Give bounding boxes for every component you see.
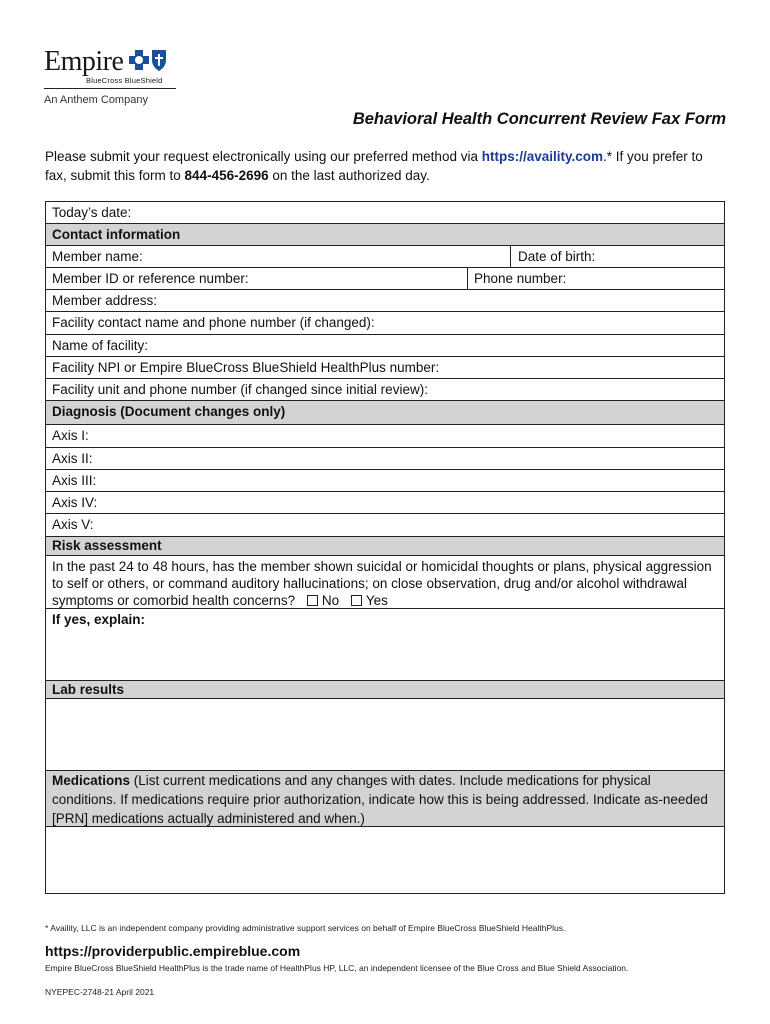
risk-question-text: In the past 24 to 48 hours, has the member shown suicidal or homicidal thoughts or plans, physical aggression to self or others, or command auditory hallucinations; on close observation, drug and/or alcohol withdrawal symptoms or comorbid health concerns?	[52, 559, 712, 608]
fax-number: 844-456-2696	[184, 168, 269, 183]
date-of-birth-field[interactable]: Date of birth:	[518, 249, 596, 264]
diagnosis-section-header	[46, 401, 724, 425]
field-label: Axis V:	[52, 517, 94, 532]
risk-yes-label: Yes	[365, 593, 388, 608]
axis-5-field[interactable]	[46, 514, 724, 537]
lab-section-header	[46, 681, 724, 699]
risk-no-checkbox[interactable]	[307, 595, 318, 606]
provider-site-link[interactable]: https://providerpublic.empireblue.com	[45, 943, 301, 959]
section-title: Lab results	[52, 682, 125, 697]
member-name-row	[46, 246, 724, 268]
logo-wordmark: Empire	[44, 46, 124, 77]
facility-name-field[interactable]	[46, 335, 724, 357]
anthem-tagline: An Anthem Company	[44, 94, 148, 106]
facility-unit-field[interactable]	[46, 379, 724, 401]
section-title: Contact information	[52, 227, 181, 242]
todays-date-field[interactable]	[46, 202, 724, 224]
field-label: If yes, explain:	[52, 612, 146, 627]
axis-4-field[interactable]	[46, 492, 724, 514]
field-label: Facility unit and phone number (if changed since initial review):	[52, 382, 428, 397]
risk-yes-checkbox[interactable]	[351, 595, 362, 606]
column-divider	[510, 246, 511, 267]
trade-name-notice: Empire BlueCross BlueShield HealthPlus is the trade name of HealthPlus HP, LLC, an independent licensee of the Blue Cross and Blue Shield Association.	[45, 963, 629, 973]
intro-text: .* If you prefer to fax, submit this form to	[45, 149, 703, 183]
member-id-row	[46, 268, 724, 290]
logo-divider	[44, 88, 176, 89]
risk-section-header	[46, 537, 724, 556]
axis-2-field[interactable]	[46, 448, 724, 470]
if-yes-explain-field[interactable]	[46, 609, 724, 681]
form-number: NYEPEC-2748-21 April 2021	[45, 987, 155, 997]
availity-link[interactable]: https://availity.com	[481, 149, 604, 164]
field-label: Axis I:	[52, 428, 89, 443]
bcbs-shield-icon	[128, 48, 168, 72]
medications-instructions: (List current medications and any changes with dates. Include medications for physical conditions. If medications require prior authorization, indicate how this is being addressed. Indicate as-needed [PRN] medications actually administered and when.)	[52, 773, 708, 826]
phone-number-field[interactable]: Phone number:	[474, 271, 567, 286]
contact-section-header	[46, 224, 724, 246]
intro-text: on the last authorized day.	[268, 168, 430, 183]
logo-subtitle: BlueCross BlueShield	[86, 76, 163, 85]
field-label: Facility NPI or Empire BlueCross BlueShield HealthPlus number:	[52, 360, 440, 375]
intro-text: Please submit your request electronically using our preferred method via	[45, 149, 482, 164]
medications-section-header	[46, 771, 724, 827]
facility-npi-field[interactable]	[46, 357, 724, 379]
member-id-field[interactable]: Member ID or reference number:	[52, 271, 249, 286]
field-label: Axis III:	[52, 473, 97, 488]
member-address-field[interactable]	[46, 290, 724, 312]
facility-contact-field[interactable]	[46, 312, 724, 335]
medications-field[interactable]	[46, 827, 724, 893]
field-label: Facility contact name and phone number (if changed):	[52, 315, 375, 330]
review-form	[45, 201, 725, 894]
axis-3-field[interactable]	[46, 470, 724, 492]
section-title: Risk assessment	[52, 538, 162, 553]
field-label: Axis IV:	[52, 495, 98, 510]
intro-paragraph	[45, 147, 726, 185]
medications-title: Medications	[52, 773, 131, 788]
column-divider	[467, 268, 468, 289]
availity-footnote: * Availity, LLC is an independent company providing administrative support services on behalf of Empire BlueCross BlueShield HealthPlus.	[45, 923, 566, 933]
risk-no-label: No	[321, 593, 340, 608]
axis-1-field[interactable]	[46, 425, 724, 448]
section-title: Diagnosis (Document changes only)	[52, 404, 286, 419]
member-name-field[interactable]: Member name:	[52, 249, 143, 264]
empire-logo	[44, 42, 184, 112]
field-label: Name of facility:	[52, 338, 149, 353]
form-title: Behavioral Health Concurrent Review Fax Form	[352, 110, 726, 128]
field-label: Today’s date:	[52, 205, 132, 220]
field-label: Axis II:	[52, 451, 93, 466]
lab-results-field[interactable]	[46, 699, 724, 771]
risk-question-row	[46, 556, 724, 609]
field-label: Member address:	[52, 293, 158, 308]
